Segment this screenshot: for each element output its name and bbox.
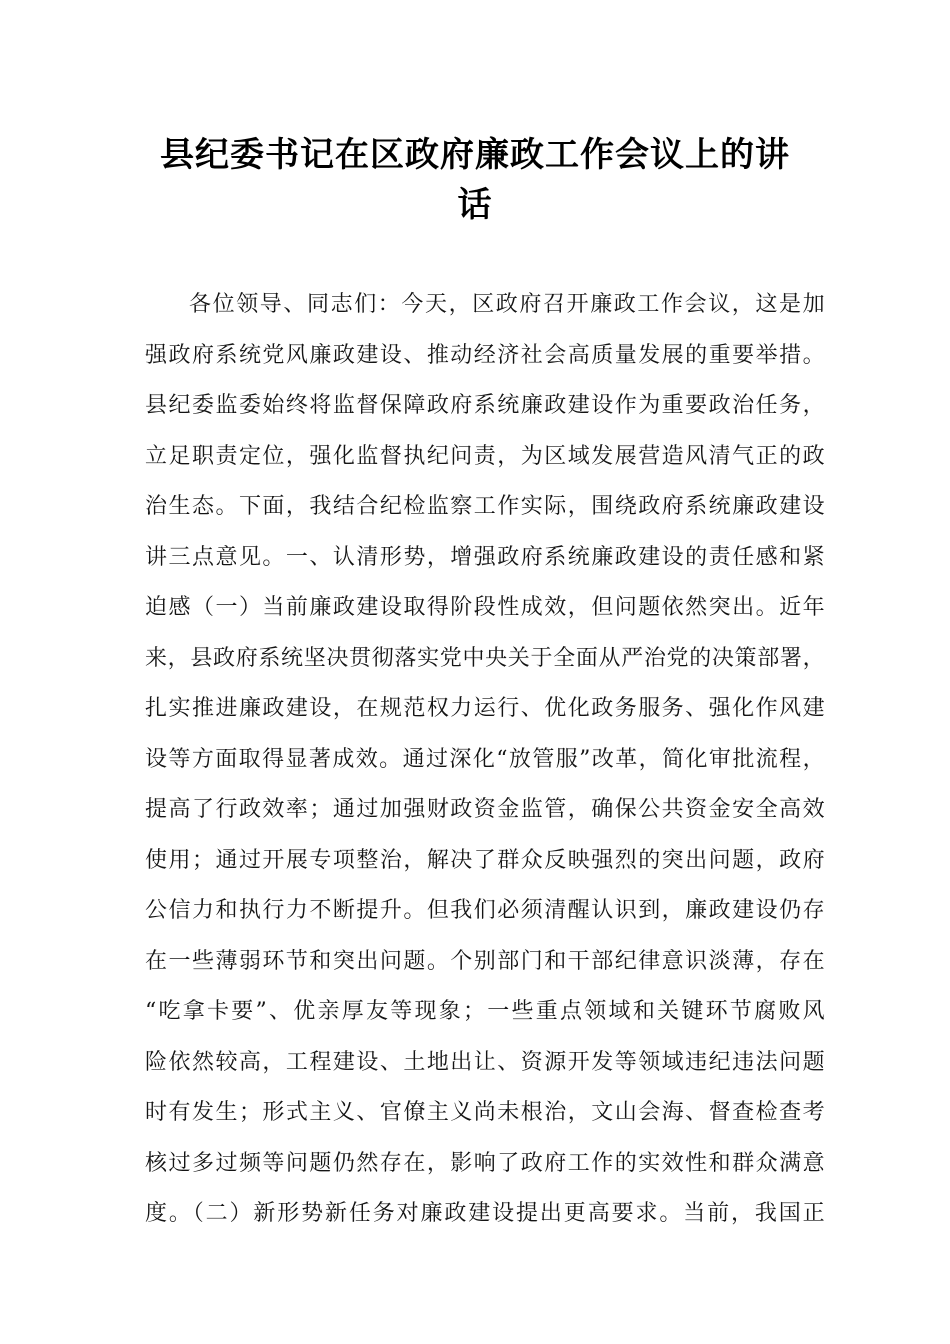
body-line: 强政府系统党风廉政建设、推动经济社会高质量发展的重要举措。 [145,342,825,368]
body-line: 公信力和执行力不断提升。但我们必须清醒认识到，廉政建设仍存 [145,898,825,923]
body-line: 迫感（一）当前廉政建设取得阶段性成效，但问题依然突出。近年 [145,595,825,620]
body-line: 扎实推进廉政建设，在规范权力运行、优化政务服务、强化作风建 [145,696,825,721]
body-line: 来，县政府系统坚决贯彻落实党中央关于全面从严治党的决策部署， [145,645,825,671]
body-line: 县纪委监委始终将监督保障政府系统廉政建设作为重要政治任务， [145,393,825,418]
body-line: 各位领导、同志们：今天，区政府召开廉政工作会议，这是加 [189,292,825,317]
body-line: 立足职责定位，强化监督执纪问责，为区域发展营造风清气正的政 [145,443,825,469]
title-line: 话 [457,185,493,225]
body-line: 时有发生；形式主义、官僚主义尚未根治，文山会海、督查检查考 [145,1100,825,1125]
body-line: 险依然较高，工程建设、土地出让、资源开发等领域违纪违法问题 [145,1049,825,1075]
body-line: 提高了行政效率；通过加强财政资金监管，确保公共资金安全高效 [145,797,825,822]
body-line: 在一些薄弱环节和突出问题。个别部门和干部纪律意识淡薄，存在 [145,948,825,974]
body-line: 核过多过频等问题仍然存在，影响了政府工作的实效性和群众满意 [145,1150,825,1176]
body-line: 讲三点意见。一、认清形势，增强政府系统廉政建设的责任感和紧 [145,544,825,570]
body-line: 治生态。下面，我结合纪检监察工作实际，围绕政府系统廉政建设 [145,494,825,519]
document-title [140,130,810,230]
body-line: 设等方面取得显著成效。通过深化“放管服”改革，简化审批流程， [145,746,825,772]
body-line: 度。（二）新形势新任务对廉政建设提出更高要求。当前，我国正 [145,1201,825,1226]
body-line: 使用；通过开展专项整治，解决了群众反映强烈的突出问题，政府 [145,847,825,873]
title-line: 县纪委书记在区政府廉政工作会议上的讲 [160,135,790,175]
body-line: “吃拿卡要”、优亲厚友等现象；一些重点领域和关键环节腐败风 [145,999,825,1024]
document-body [145,280,825,1240]
